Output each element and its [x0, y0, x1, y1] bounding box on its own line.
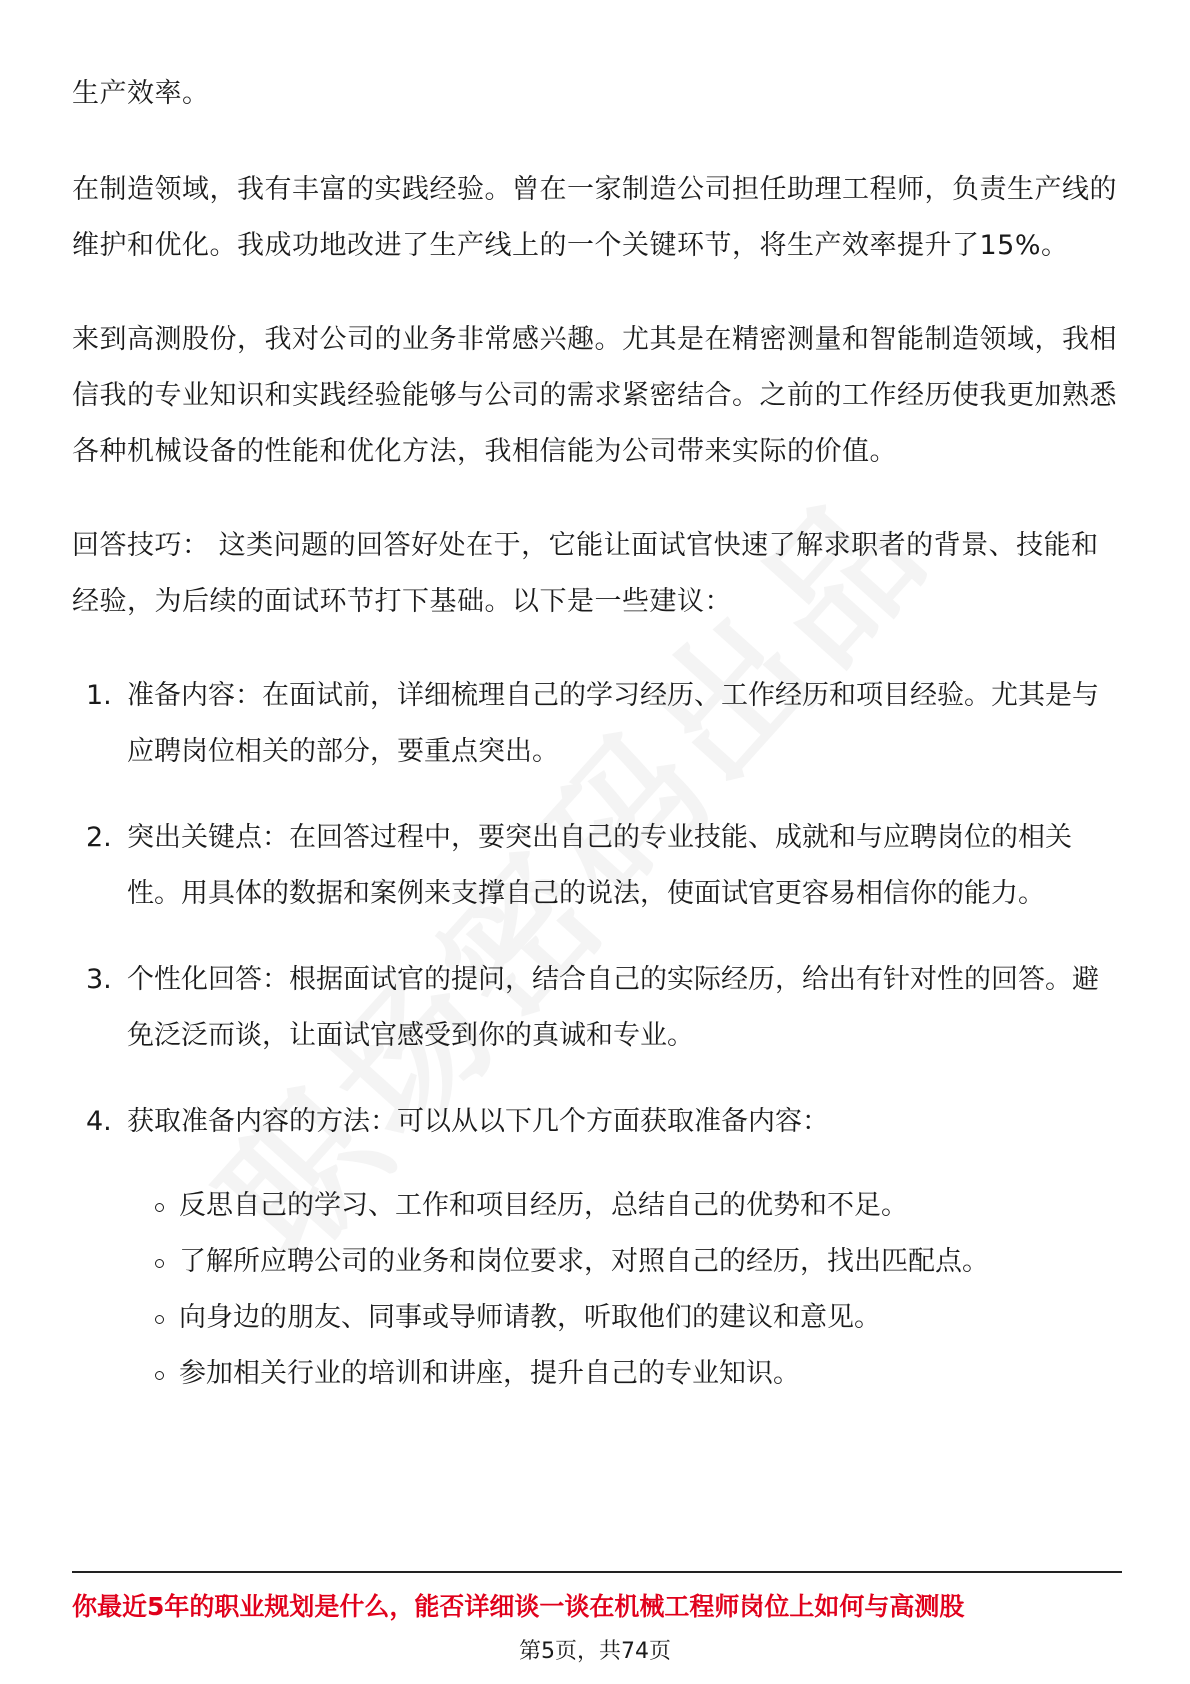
tip-text: 准备内容：在面试前，详细梳理自己的学习经历、工作经历和项目经验。尤其是与应聘岗位相关的部分，要重点突出。 — [127, 680, 1099, 767]
footer-divider — [72, 1571, 1122, 1573]
sub-item-text: 参加相关行业的培训和讲座，提升自己的专业知识。 — [179, 1358, 800, 1389]
document-body — [72, 66, 1122, 1432]
circle-bullet-icon — [155, 1259, 164, 1268]
tip-number: 2. — [86, 822, 112, 853]
answer-tips-paragraph: 回答技巧： 这类问题的回答好处在于，它能让面试官快速了解求职者的背景、技能和经验，为后续的面试环节打下基础。以下是一些建议： — [72, 530, 1099, 617]
tips-list — [72, 668, 1122, 1402]
tip-text: 突出关键点：在回答过程中，要突出自己的专业技能、成就和与应聘岗位的相关性。用具体的数据和案例来支撑自己的说法，使面试官更容易相信你的能力。 — [127, 822, 1072, 909]
footer-question: 你最近5年的职业规划是什么，能否详细谈一谈在机械工程师岗位上如何与高测股 — [72, 1592, 965, 1621]
circle-bullet-icon — [155, 1315, 164, 1324]
sub-list — [127, 1178, 1122, 1402]
sub-item-text: 反思自己的学习、工作和项目经历，总结自己的优势和不足。 — [179, 1190, 908, 1221]
paragraph: 来到高测股份，我对公司的业务非常感兴趣。尤其是在精密测量和智能制造领域，我相信我的专业知识和实践经验能够与公司的需求紧密结合。之前的工作经历使我更加熟悉各种机械设备的性能和优化方法，我相信能为公司带来实际的价值。 — [72, 324, 1117, 467]
circle-bullet-icon — [155, 1203, 164, 1212]
paragraph: 生产效率。 — [72, 78, 210, 109]
tip-item — [72, 1094, 1122, 1402]
tip-number: 1. — [86, 680, 112, 711]
sub-item-text: 向身边的朋友、同事或导师请教，听取他们的建议和意见。 — [179, 1302, 881, 1333]
paragraph: 在制造领域，我有丰富的实践经验。曾在一家制造公司担任助理工程师，负责生产线的维护和优化。我成功地改进了生产线上的一个关键环节，将生产效率提升了15%。 — [72, 174, 1117, 261]
tip-number: 4. — [86, 1106, 112, 1137]
sub-list-item — [127, 1290, 1122, 1346]
tip-item — [72, 810, 1122, 922]
tip-item — [72, 952, 1122, 1064]
circle-bullet-icon — [155, 1371, 164, 1380]
tip-text: 个性化回答：根据面试官的提问，结合自己的实际经历，给出有针对性的回答。避免泛泛而谈，让面试官感受到你的真诚和专业。 — [127, 964, 1099, 1051]
tip-number: 3. — [86, 964, 112, 995]
sub-item-text: 了解所应聘公司的业务和岗位要求，对照自己的经历，找出匹配点。 — [179, 1246, 989, 1277]
tip-item — [72, 668, 1122, 780]
sub-list-item — [127, 1346, 1122, 1402]
tip-text: 获取准备内容的方法：可以从以下几个方面获取准备内容： — [127, 1106, 829, 1137]
sub-list-item — [127, 1178, 1122, 1234]
sub-list-item — [127, 1234, 1122, 1290]
page-number: 第5页，共74页 — [519, 1639, 671, 1664]
